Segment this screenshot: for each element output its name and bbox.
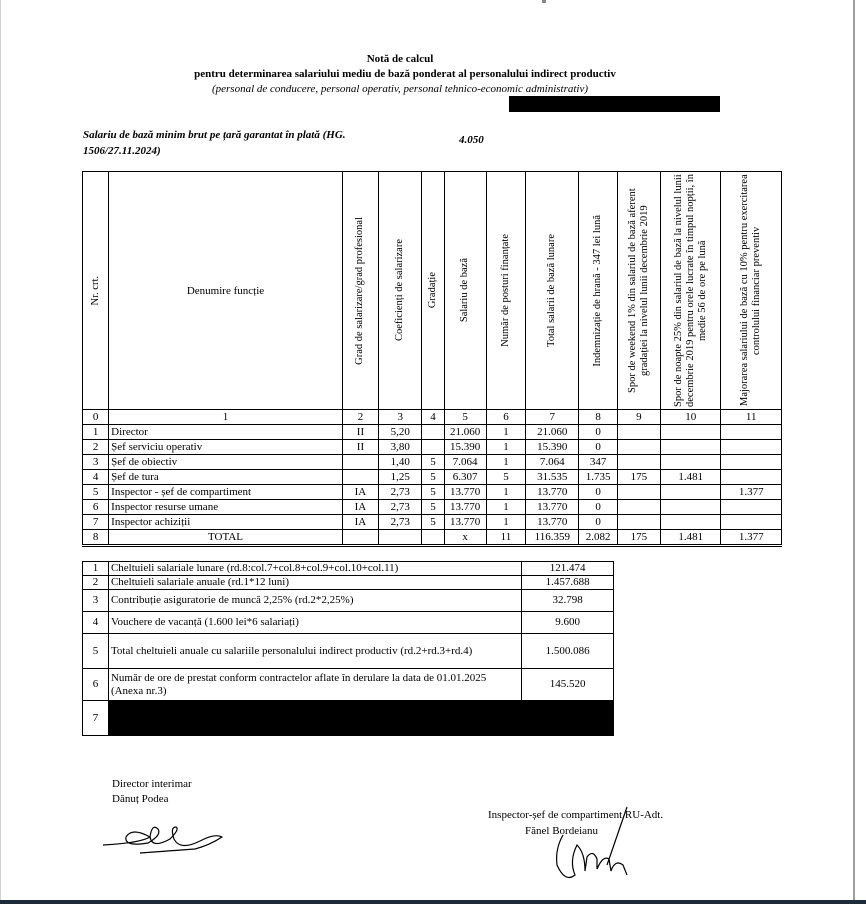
- table-cell: IA: [342, 500, 378, 515]
- summary-label: Cheltuieli salariale anuale (rd.1*12 luni): [108, 576, 521, 590]
- table-cell: [721, 455, 782, 470]
- table-cell: 7.064: [444, 455, 486, 470]
- table-cell: 8: [579, 410, 617, 425]
- table-cell: 6.307: [444, 470, 486, 485]
- right-signatory-name: Fănel Bordeianu: [525, 825, 599, 837]
- page-bottom-edge: [0, 900, 866, 904]
- table-cell: 3,80: [379, 440, 422, 455]
- table-cell: 1: [486, 425, 525, 440]
- summary-row: [83, 669, 614, 701]
- table-cell: 9: [617, 410, 660, 425]
- table-cell: 0: [579, 440, 617, 455]
- index-row: [83, 410, 782, 425]
- table-cell: [721, 515, 782, 530]
- table-cell: [422, 440, 444, 455]
- table-cell: 0: [579, 500, 617, 515]
- table-cell: 5,20: [379, 425, 422, 440]
- table-cell: [617, 515, 660, 530]
- table-cell: 15.390: [526, 440, 579, 455]
- table-cell: 0: [579, 485, 617, 500]
- table-cell: 1,25: [379, 470, 422, 485]
- table-cell: 3: [83, 455, 109, 470]
- table-cell: [661, 440, 721, 455]
- summary-label: Contribuție asiguratorie de muncă 2,25% (rd.2*2,25%): [108, 590, 521, 612]
- table-row: [83, 455, 782, 470]
- left-signature-image: [100, 815, 230, 860]
- table-cell: 1: [486, 485, 525, 500]
- table-cell: [617, 425, 660, 440]
- redaction-row: [108, 701, 521, 736]
- table-cell: 175: [617, 530, 660, 546]
- table-cell: 10: [661, 410, 721, 425]
- table-cell: 4: [422, 410, 444, 425]
- summary-number: 6: [83, 669, 109, 701]
- summary-number: 2: [83, 576, 109, 590]
- header-cell: Spor de weekend 1% din salariul de bază aferent gradației la nivelul lunii decembrie 2019: [617, 172, 660, 410]
- left-signatory-role: Director interimar: [112, 778, 192, 790]
- table-cell: 2,73: [379, 500, 422, 515]
- right-signatory-role: Inspector-șef de compartiment RU-Adt.: [488, 809, 664, 821]
- summary-value: 121.474: [522, 562, 614, 576]
- summary-row: [83, 562, 614, 576]
- header-cell: Coeficienți de salarizare: [379, 172, 422, 410]
- table-cell: 1.481: [661, 470, 721, 485]
- header-cell: Total salarii de bază lunare: [526, 172, 579, 410]
- table-cell: [661, 485, 721, 500]
- table-cell: [422, 425, 444, 440]
- document-title: Notă de calcul: [366, 53, 434, 65]
- summary-value: 1.500.086: [522, 634, 614, 669]
- summary-label: Vouchere de vacanță (1.600 lei*6 salariați): [108, 612, 521, 634]
- table-cell: [721, 470, 782, 485]
- summary-value: 1.457.688: [522, 576, 614, 590]
- table-cell: 5: [486, 470, 525, 485]
- header-cell: Denumire funcție: [109, 172, 343, 410]
- table-cell: 116.359: [526, 530, 579, 546]
- table-cell: [342, 470, 378, 485]
- function-name-cell: Șef de tura: [109, 470, 343, 485]
- table-row: [83, 500, 782, 515]
- table-cell: [342, 455, 378, 470]
- table-cell: [342, 530, 378, 546]
- summary-row: [83, 612, 614, 634]
- min-salary-label: Salariu de bază minim brut pe țară garantat în plată (HG. 1506/27.11.2024): [83, 129, 346, 157]
- table-cell: [661, 500, 721, 515]
- header-cell: Indemnizație de hrană - 347 lei lună: [579, 172, 617, 410]
- summary-number: 3: [83, 590, 109, 612]
- document-subtitle: pentru determinarea salariului mediu de bază ponderat al personalului indirect productiv: [194, 68, 616, 80]
- table-cell: 5: [422, 485, 444, 500]
- header-cell: Nr. crt.: [83, 172, 109, 410]
- table-cell: 5: [444, 410, 486, 425]
- table-cell: IA: [342, 485, 378, 500]
- table-cell: [617, 440, 660, 455]
- function-name-cell: Inspector resurse umane: [109, 500, 343, 515]
- table-cell: II: [342, 425, 378, 440]
- table-cell: 1,40: [379, 455, 422, 470]
- table-cell: 5: [422, 515, 444, 530]
- table-header-row: [83, 172, 782, 410]
- table-cell: 13.770: [526, 500, 579, 515]
- table-cell: 4: [83, 470, 109, 485]
- summary-row: [83, 701, 614, 736]
- table-cell: [617, 485, 660, 500]
- total-label: TOTAL: [109, 530, 343, 546]
- table-cell: 8: [83, 530, 109, 546]
- header-cell: Număr de posturi finanțate: [486, 172, 525, 410]
- table-cell: 5: [422, 470, 444, 485]
- table-cell: [721, 440, 782, 455]
- table-cell: x: [444, 530, 486, 546]
- table-cell: [617, 500, 660, 515]
- table-cell: 13.770: [444, 500, 486, 515]
- table-cell: 2: [83, 440, 109, 455]
- table-cell: 21.060: [526, 425, 579, 440]
- redaction-header: [509, 96, 720, 112]
- table-cell: [721, 425, 782, 440]
- table-cell: 1.377: [721, 530, 782, 546]
- table-cell: 7: [83, 515, 109, 530]
- table-cell: [379, 530, 422, 546]
- summary-label: Cheltuieli salariale lunare (rd.8:col.7+col.8+col.9+col.10+col.11): [108, 562, 521, 576]
- table-cell: 5: [422, 455, 444, 470]
- table-cell: 13.770: [444, 515, 486, 530]
- page-right-edge: [853, 0, 855, 904]
- table-cell: [422, 530, 444, 546]
- table-cell: II: [342, 440, 378, 455]
- table-cell: 1: [486, 455, 525, 470]
- table-cell: [617, 455, 660, 470]
- table-cell: 15.390: [444, 440, 486, 455]
- summary-value: 145.520: [522, 669, 614, 701]
- header-cell: Salariu de bază: [444, 172, 486, 410]
- table-cell: 0: [83, 410, 109, 425]
- table-cell: 11: [486, 530, 525, 546]
- table-cell: 0: [579, 515, 617, 530]
- summary-label: Număr de ore de prestat conform contractelor aflate în derulare la data de 01.01.2025 (Anexa nr.3): [108, 669, 521, 701]
- table-cell: 13.770: [444, 485, 486, 500]
- table-cell: 11: [721, 410, 782, 425]
- table-cell: IA: [342, 515, 378, 530]
- page-left-edge: [0, 0, 1, 904]
- total-row: [83, 530, 782, 546]
- table-cell: 2.082: [579, 530, 617, 546]
- table-cell: 31.535: [526, 470, 579, 485]
- summary-value: [522, 701, 614, 736]
- left-signatory-name: Dănuț Podea: [112, 793, 169, 805]
- salary-table: [82, 171, 782, 547]
- header-cell: Grad de salarizare/grad profesional: [342, 172, 378, 410]
- summary-row: [83, 634, 614, 669]
- table-cell: 2: [342, 410, 378, 425]
- header-cell: Majorarea salariului de bază cu 10% pentru exercitarea controlului financiar preventiv: [721, 172, 782, 410]
- table-cell: [661, 455, 721, 470]
- table-cell: 6: [83, 500, 109, 515]
- summary-number: 5: [83, 634, 109, 669]
- table-cell: 1: [486, 500, 525, 515]
- top-mark: [542, 0, 546, 3]
- summary-row: [83, 590, 614, 612]
- table-cell: 347: [579, 455, 617, 470]
- table-row: [83, 470, 782, 485]
- summary-label: Total cheltuieli anuale cu salariile personalului indirect productiv (rd.2+rd.3+rd.4): [108, 634, 521, 669]
- table-cell: 13.770: [526, 515, 579, 530]
- summary-number: 4: [83, 612, 109, 634]
- table-cell: [721, 500, 782, 515]
- function-name-cell: Șef serviciu operativ: [109, 440, 343, 455]
- table-row: [83, 515, 782, 530]
- summary-value: 9.600: [522, 612, 614, 634]
- summary-number: 1: [83, 562, 109, 576]
- table-cell: 1.481: [661, 530, 721, 546]
- table-cell: 1: [83, 425, 109, 440]
- table-cell: [661, 425, 721, 440]
- table-cell: 1: [486, 440, 525, 455]
- table-cell: 1: [109, 410, 343, 425]
- table-cell: 1.377: [721, 485, 782, 500]
- min-salary-value: 4.050: [459, 134, 484, 146]
- table-cell: [661, 515, 721, 530]
- table-cell: 1: [486, 515, 525, 530]
- function-name-cell: Inspector achiziții: [109, 515, 343, 530]
- table-cell: 2,73: [379, 485, 422, 500]
- table-cell: 5: [422, 500, 444, 515]
- function-name-cell: Director: [109, 425, 343, 440]
- summary-value: 32.798: [522, 590, 614, 612]
- table-cell: 7: [526, 410, 579, 425]
- function-name-cell: Inspector - șef de compartiment: [109, 485, 343, 500]
- function-name-cell: Șef de obiectiv: [109, 455, 343, 470]
- table-cell: 13.770: [526, 485, 579, 500]
- table-cell: 6: [486, 410, 525, 425]
- table-cell: 1.735: [579, 470, 617, 485]
- table-row: [83, 425, 782, 440]
- table-cell: 0: [579, 425, 617, 440]
- table-cell: 5: [83, 485, 109, 500]
- summary-row: [83, 576, 614, 590]
- table-cell: 175: [617, 470, 660, 485]
- table-row: [83, 485, 782, 500]
- table-cell: 2,73: [379, 515, 422, 530]
- table-row: [83, 440, 782, 455]
- table-cell: 21.060: [444, 425, 486, 440]
- header-cell: Spor de noapte 25% din salariul de bază la nivelul lunii decembrie 2019 pentru orele lucrate în timpul nopții, în medie 56 de ore pe lună: [661, 172, 721, 410]
- summary-table: [82, 561, 614, 736]
- summary-number: 7: [83, 701, 109, 736]
- document-note: (personal de conducere, personal operativ, personal tehnico-economic administrativ): [211, 83, 589, 95]
- header-cell: Gradație: [422, 172, 444, 410]
- right-signature-image: [545, 805, 635, 890]
- table-cell: 7.064: [526, 455, 579, 470]
- table-cell: 3: [379, 410, 422, 425]
